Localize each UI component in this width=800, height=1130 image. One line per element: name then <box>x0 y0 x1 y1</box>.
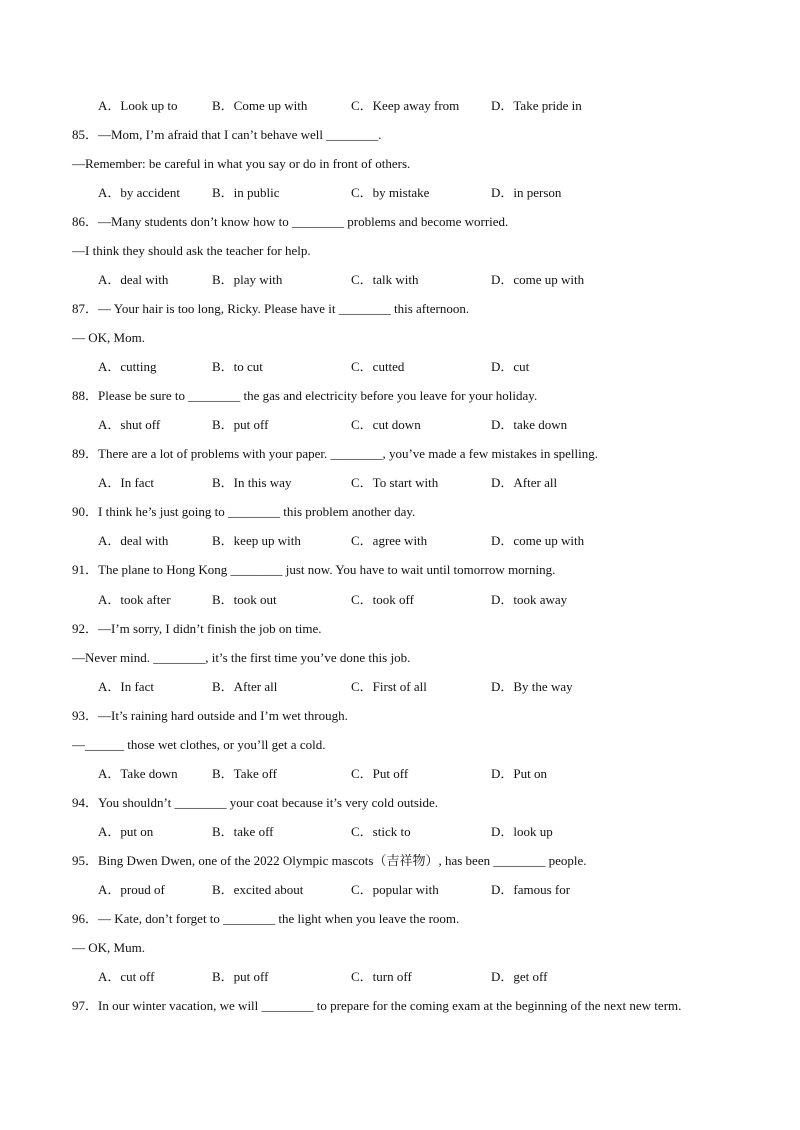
q94-option-b: B．take off <box>212 824 274 839</box>
q88-option-c: C．cut down <box>351 417 421 432</box>
q94-option-d: D．look up <box>491 824 553 839</box>
q96-option-c: C．turn off <box>351 969 412 984</box>
q84-option-c: C．Keep away from <box>351 98 460 113</box>
q87-option-b: B．to cut <box>212 359 263 374</box>
q88-option-b: B．put off <box>212 417 269 432</box>
q86-option-d: D．come up with <box>491 272 585 287</box>
q91-stem: 91．The plane to Hong Kong ________ just now. You have to wait until tomorrow morning. <box>72 562 556 577</box>
q89-option-a: A．In fact <box>98 475 154 490</box>
q89-option-b: B．In this way <box>212 475 292 490</box>
q85-stem-2: —Remember: be careful in what you say or do in front of others. <box>72 156 411 171</box>
q85-option-a: A．by accident <box>98 185 180 200</box>
q85-option-d: D．in person <box>491 185 562 200</box>
q94-stem: 94．You shouldn’t ________ your coat because it’s very cold outside. <box>72 795 439 810</box>
q86-option-c: C．talk with <box>351 272 419 287</box>
q87-option-a: A．cutting <box>98 359 157 374</box>
q96-stem: 96．— Kate, don’t forget to ________ the light when you leave the room. <box>72 911 460 926</box>
q95-stem: 95．Bing Dwen Dwen, one of the 2022 Olympic mascots（吉祥物）, has been ________ people. <box>72 853 587 868</box>
q89-option-c: C．To start with <box>351 475 439 490</box>
q90-option-b: B．keep up with <box>212 533 301 548</box>
q85-option-b: B．in public <box>212 185 280 200</box>
q92-option-b: B．After all <box>212 679 278 694</box>
q85-option-c: C．by mistake <box>351 185 430 200</box>
q90-option-a: A．deal with <box>98 533 169 548</box>
q95-option-b: B．excited about <box>212 882 304 897</box>
q88-option-a: A．shut off <box>98 417 161 432</box>
q84-option-d: D．Take pride in <box>491 98 582 113</box>
q92-option-d: D．By the way <box>491 679 573 694</box>
q93-stem: 93．—It’s raining hard outside and I’m wet through. <box>72 708 348 723</box>
q93-stem-2: —______ those wet clothes, or you’ll get a cold. <box>72 737 326 752</box>
q88-option-d: D．take down <box>491 417 568 432</box>
q96-option-b: B．put off <box>212 969 269 984</box>
q91-option-a: A．took after <box>98 592 171 607</box>
q86-option-a: A．deal with <box>98 272 169 287</box>
q93-option-d: D．Put on <box>491 766 547 781</box>
q91-option-c: C．took off <box>351 592 414 607</box>
q92-option-a: A．In fact <box>98 679 154 694</box>
q88-stem: 88．Please be sure to ________ the gas and electricity before you leave for your holiday. <box>72 388 538 403</box>
q90-option-c: C．agree with <box>351 533 428 548</box>
q89-stem: 89．There are a lot of problems with your paper. ________, you’ve made a few mistakes in spelling. <box>72 446 599 461</box>
q97-stem: 97．In our winter vacation, we will ________ to prepare for the coming exam at the beginning of the next new term. <box>72 998 682 1013</box>
q96-option-d: D．get off <box>491 969 548 984</box>
q85-stem: 85．—Mom, I’m afraid that I can’t behave well ________. <box>72 127 382 142</box>
q92-stem-2: —Never mind. ________, it’s the first time you’ve done this job. <box>72 650 411 665</box>
q90-option-d: D．come up with <box>491 533 585 548</box>
q91-option-d: D．took away <box>491 592 568 607</box>
q86-option-b: B．play with <box>212 272 283 287</box>
q91-option-b: B．took out <box>212 592 277 607</box>
q87-option-c: C．cutted <box>351 359 405 374</box>
q94-option-a: A．put on <box>98 824 154 839</box>
q92-stem: 92．—I’m sorry, I didn’t finish the job on time. <box>72 621 322 636</box>
q89-option-d: D．After all <box>491 475 558 490</box>
q95-option-a: A．proud of <box>98 882 165 897</box>
q90-stem: 90．I think he’s just going to ________ this problem another day. <box>72 504 416 519</box>
q86-stem: 86．—Many students don’t know how to ________ problems and become worried. <box>72 214 509 229</box>
q95-option-c: C．popular with <box>351 882 439 897</box>
q87-option-d: D．cut <box>491 359 530 374</box>
q93-option-c: C．Put off <box>351 766 409 781</box>
q86-stem-2: —I think they should ask the teacher for help. <box>72 243 311 258</box>
q95-option-d: D．famous for <box>491 882 571 897</box>
q84-option-b: B．Come up with <box>212 98 308 113</box>
q94-option-c: C．stick to <box>351 824 411 839</box>
q87-stem: 87．— Your hair is too long, Ricky. Please have it ________ this afternoon. <box>72 301 470 316</box>
q93-option-a: A．Take down <box>98 766 178 781</box>
q93-option-b: B．Take off <box>212 766 277 781</box>
q96-option-a: A．cut off <box>98 969 155 984</box>
q84-option-a: A．Look up to <box>98 98 178 113</box>
q87-stem-2: — OK, Mom. <box>72 330 145 345</box>
q96-stem-2: — OK, Mum. <box>72 940 145 955</box>
q92-option-c: C．First of all <box>351 679 427 694</box>
